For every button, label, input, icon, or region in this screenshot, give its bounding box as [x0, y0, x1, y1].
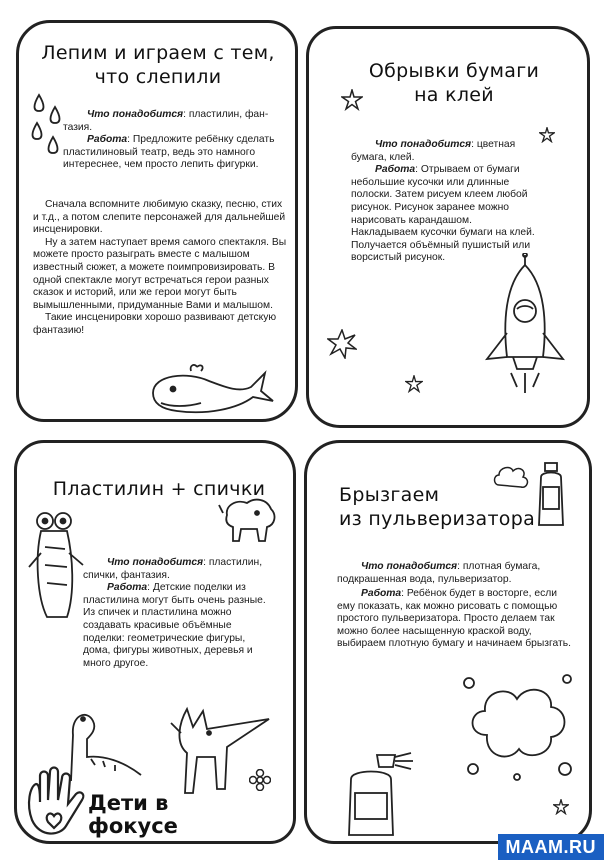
card-title [315, 483, 559, 531]
work-text: : Отрываем от бумаги небольшие кусочки или длинные полоски. Затем рисуем клеем любой рисунок. Рисунок заранее можно нарисовать карандашом. Накладываем кусочки бумаги на клей. Получается объёмный пушистый или ворсистый рисунок. [351, 164, 535, 264]
title-line: Обрывки бумаги [368, 60, 540, 82]
card-body [83, 557, 275, 670]
need-paragraph [351, 139, 537, 164]
card-body-work [337, 588, 577, 651]
body-paragraph: Ну а затем наступает время самого спектакля. Вы можете просто разыграть вместе с малышом известный сюжет, а можете поимпровизировать. В одной спектакле могут встречаться герои разных сказок и историй, или же герои могут быть вымышленными, придуманные Вами и малышом. [33, 236, 287, 311]
card-body [63, 109, 289, 172]
card-modeling-play [16, 20, 298, 422]
card-body [337, 561, 577, 586]
logo-text [88, 792, 178, 838]
need-label: Что понадобится [87, 109, 184, 120]
need-label: Что понадобится [361, 561, 458, 572]
need-label: Что понадобится [107, 557, 204, 568]
card-title [25, 41, 291, 89]
work-paragraph [83, 582, 275, 670]
body-paragraph: Сначала вспомните любимую сказку, песню, стих и т.д., а потом слепите персонажей для дальнейшей инсценировки. [33, 199, 286, 236]
need-text: : цветная бумага, клей. [351, 139, 516, 163]
rocket-icon [481, 253, 571, 403]
logo-line: фокусе [88, 814, 178, 838]
spray-cloud-icon [457, 665, 581, 785]
creature-icon [25, 507, 87, 627]
need-label: Что понадобится [375, 139, 472, 150]
sprayer-bottle-icon [337, 749, 417, 839]
title-line: Лепим и играем с тем, [41, 42, 275, 64]
need-paragraph [83, 557, 275, 582]
card-title [329, 59, 579, 107]
work-text: : Детские поделки из пластилина могут быть очень разные. Из спичек и пластилина можно создавать красивые объёмные поделки: геометрические фигуры, дома, фигуры животных, деревья и много другое. [83, 582, 266, 669]
star-icon [539, 127, 555, 143]
title-line: на клей [414, 84, 494, 106]
title-line: Пластилин + спички [52, 478, 266, 500]
need-text: : пластилин, фан-тазия. [63, 109, 269, 133]
work-label: Работа [361, 588, 402, 599]
logo-line: Дети в [88, 791, 169, 815]
need-text: : пластилин, спички, фантазия. [83, 557, 263, 581]
title-line: что слепили [94, 66, 222, 88]
body-paragraph: Такие инсценировки хорошо развивают детскую фантазию! [33, 312, 277, 336]
card-sprayer [304, 440, 592, 844]
card-paper-scraps [306, 26, 590, 428]
dog-icon [217, 495, 281, 549]
work-paragraph [337, 588, 577, 651]
work-text: : Ребёнок будет в восторге, если ему показать, как можно рисовать с помощью простого пульверизатора. Просто делаем так можно более насыщенную краской воду, выбираем плотную бумагу и начинаем брызгать. [337, 588, 571, 650]
work-label: Работа [107, 582, 148, 594]
watermark: MAAM.RU [498, 834, 605, 860]
work-text: : Предложите ребёнку сделать пластилиновый театр, ведь это намного интереснее, чем просто лепить фигурки. [63, 134, 275, 171]
work-paragraph [351, 164, 537, 265]
work-label: Работа [375, 164, 416, 176]
title-line: Брызгаем [339, 484, 440, 506]
need-text: : плотная бумага, подкрашенная вода, пульверизатор. [337, 561, 541, 585]
whale-icon [147, 363, 277, 419]
card-body [351, 139, 537, 265]
title-line: из пульверизатора [339, 508, 536, 530]
need-paragraph [337, 561, 577, 586]
star-icon [553, 799, 569, 815]
work-paragraph [63, 134, 289, 172]
need-paragraph [63, 109, 289, 134]
card-body-continued [33, 199, 289, 338]
burst-icon [327, 329, 357, 359]
work-label: Работа [87, 134, 128, 146]
star-icon [405, 375, 423, 393]
flower-icon [249, 769, 271, 791]
star-icon [341, 89, 363, 111]
